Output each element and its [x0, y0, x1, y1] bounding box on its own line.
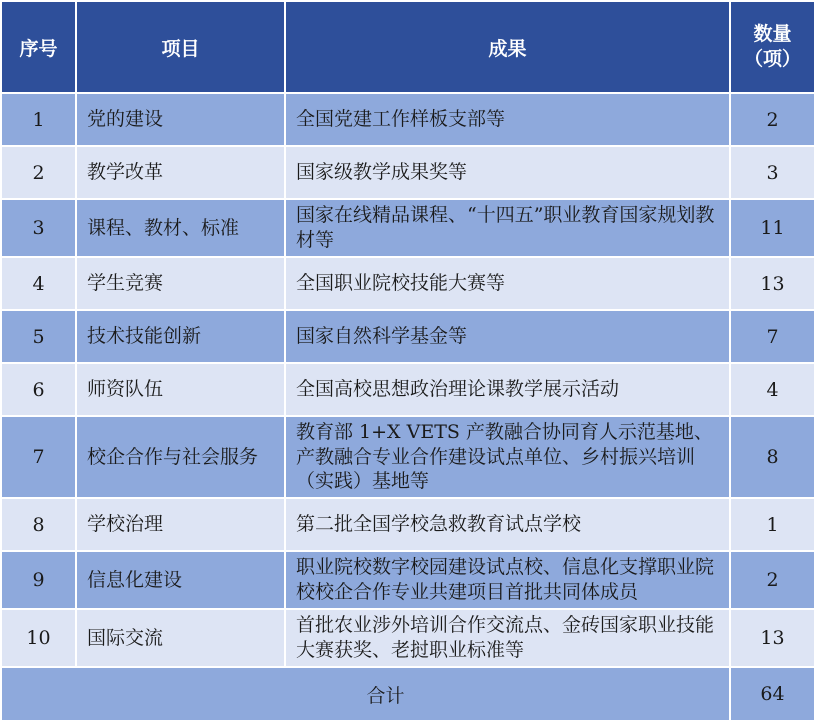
row-no: 8: [1, 498, 76, 551]
row-result: 教育部 1+X VETS 产教融合协同育人示范基地、产教融合专业合作建设试点单位、乡村振兴培训（实践）基地等: [285, 416, 730, 498]
row-result: 首批农业涉外培训合作交流点、金砖国家职业技能大赛获奖、老挝职业标准等: [285, 609, 730, 667]
row-result: 职业院校数字校园建设试点校、信息化支撑职业院校校企合作专业共建项目首批共同体成员: [285, 551, 730, 609]
row-no: 2: [1, 146, 76, 199]
row-no: 6: [1, 363, 76, 416]
row-count: 13: [730, 609, 814, 667]
row-count: 4: [730, 363, 814, 416]
row-result: 第二批全国学校急救教育试点学校: [285, 498, 730, 551]
row-result: 全国党建工作样板支部等: [285, 93, 730, 146]
row-no: 3: [1, 199, 76, 257]
row-result: 国家级教学成果奖等: [285, 146, 730, 199]
row-item: 党的建设: [76, 93, 285, 146]
header-count-line1: 数量: [753, 23, 792, 46]
row-result: 国家自然科学基金等: [285, 310, 730, 363]
table-row: [1, 363, 814, 416]
row-item: 校企合作与社会服务: [76, 416, 285, 498]
row-result: 国家在线精品课程、“十四五”职业教育国家规划教材等: [285, 199, 730, 257]
header-row: [1, 1, 814, 93]
row-count: 2: [730, 93, 814, 146]
header-count-line2: （项）: [743, 48, 801, 70]
row-item: 国际交流: [76, 609, 285, 667]
row-no: 4: [1, 257, 76, 310]
row-item: 教学改革: [76, 146, 285, 199]
row-no: 5: [1, 310, 76, 363]
row-result: 全国高校思想政治理论课教学展示活动: [285, 363, 730, 416]
header-item: 项目: [76, 1, 285, 93]
row-count: 13: [730, 257, 814, 310]
table-row: [1, 551, 814, 609]
table-row: [1, 609, 814, 667]
row-no: 7: [1, 416, 76, 498]
total-label: 合计: [1, 667, 730, 721]
row-count: 1: [730, 498, 814, 551]
row-count: 3: [730, 146, 814, 199]
row-item: 学生竞赛: [76, 257, 285, 310]
total-row: [1, 667, 814, 721]
table-row: [1, 146, 814, 199]
row-count: 7: [730, 310, 814, 363]
row-count: 8: [730, 416, 814, 498]
table-row: [1, 257, 814, 310]
row-no: 1: [1, 93, 76, 146]
row-no: 10: [1, 609, 76, 667]
row-item: 技术技能创新: [76, 310, 285, 363]
row-item: 课程、教材、标准: [76, 199, 285, 257]
table-row: [1, 416, 814, 498]
total-value: 64: [730, 667, 814, 721]
table-row: [1, 310, 814, 363]
row-item: 师资队伍: [76, 363, 285, 416]
header-no: 序号: [1, 1, 76, 93]
header-result: 成果: [285, 1, 730, 93]
header-count: [730, 1, 814, 93]
row-count: 2: [730, 551, 814, 609]
row-item: 信息化建设: [76, 551, 285, 609]
table-row: [1, 498, 814, 551]
table-row: [1, 93, 814, 146]
row-count: 11: [730, 199, 814, 257]
row-item: 学校治理: [76, 498, 285, 551]
table-row: [1, 199, 814, 257]
row-result: 全国职业院校技能大赛等: [285, 257, 730, 310]
row-no: 9: [1, 551, 76, 609]
